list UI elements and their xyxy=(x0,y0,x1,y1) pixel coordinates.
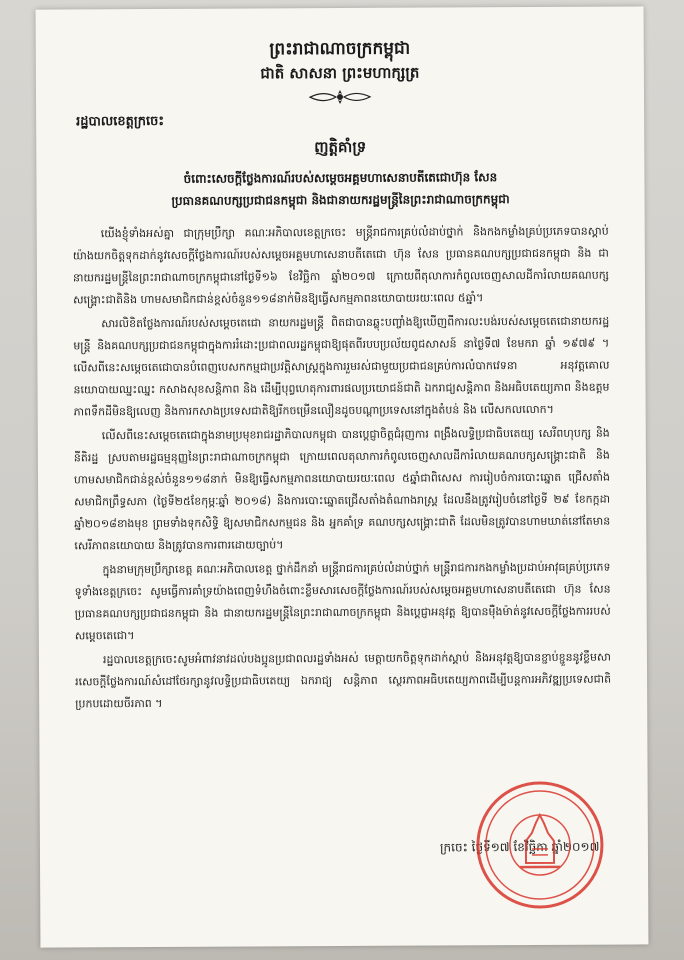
ornament-divider-icon xyxy=(308,88,372,106)
paragraph: លើសពីនេះសម្តេចតេជោក្នុងនាមប្រមុខរាជរដ្ឋាភិបាលកម្ពុជា បានប្តេជ្ញាចិត្តជំរុញការ ពង្រឹងលទ្ធិប្រជាធិបតេយ្យ សេរីពហុបក្ស និង នីតិរដ្ឋ ស្របតាមរដ្ឋធម្មនុញ្ញនៃព្រះរាជាណាចក្រកម្ពុជា ក្រោយពេលតុលាការកំពូលចេញសាលដីការំលាយគណបក្សសង្គ្រោះជាតិ និង ហាមសមាជិកជាន់ខ្ពស់ចំនួន១១៨នាក់ មិនឱ្យធ្វើសកម្មភាពនយោបាយរយៈពេល ៥ឆ្នាំជាពិសេស ការរៀបចំការបោះឆ្នោត ជ្រើសតាំងសមាជិកព្រឹទ្ធសភា (ថ្ងៃទី២៥ខែកុម្ភៈឆ្នាំ ២០១៨) និងការបោះឆ្នោតជ្រើសតាំងតំណាងរាស្ត្រ ដែលនឹងត្រូវរៀបចំនៅថ្ងៃទី ២៩ ខែកក្កដា ឆ្នាំ២០១៨ខាងមុខ ព្រមទាំងទុកសិទ្ធិ ឱ្យសមាជិកសកម្មជន និង អ្នកគាំទ្រ គណបក្សសង្គ្រោះជាតិ ដែលមិនត្រូវបានហាមឃាត់នៅតែមានសេរីភាពនយោបាយ និងត្រូវបានការពារដោយច្បាប់។ xyxy=(73,426,611,553)
document-body xyxy=(73,221,612,764)
subtitle-line-2: ប្រធានគណបក្សប្រជាជនកម្ពុជា និងជានាយករដ្ឋមន្ត្រីនៃព្រះរាជាណាចក្រកម្ពុជា xyxy=(171,192,510,208)
subtitle-line-1: ចំពោះសេចក្តីថ្លែងការណ៍របស់សម្តេចអគ្គមហាសេនាបតីតេជោហ៊ុន សែន xyxy=(183,170,498,186)
paper-sheet xyxy=(36,6,649,947)
paragraph: ក្នុងនាមក្រុមប្រឹក្សាខេត្ត គណៈអភិបាលខេត្ត ថ្នាក់ដឹកនាំ មន្ត្រីរាជការគ្រប់លំដាប់ថ្នាក់ មន្ត្រីរាជការកងកម្លាំងប្រដាប់អាវុធគ្រប់ប្រភេទទូទាំងខេត្តក្រចេះ សូមធ្វើការគាំទ្រយ៉ាងពេញទំហឹងចំពោះខ្លឹមសារសេចក្តីថ្លែងការណ៍របស់សម្តេចអគ្គមហាសេនាបតីតេជោ ហ៊ុន សែន ប្រធានគណបក្សប្រជាជនកម្ពុជា និង ជានាយករដ្ឋមន្ត្រីនៃព្រះរាជាណាចក្រកម្ពុជា និងប្តេជ្ញាអនុវត្ត ឱ្យបានម៉ឺងម៉ាត់នូវសេចក្តីថ្លែងការរបស់សម្តេចតេជោ។ xyxy=(74,560,611,643)
paragraph: យើងខ្ញុំទាំងអស់គ្នា ជាក្រុមប្រឹក្សា គណៈអភិបាលខេត្តក្រចេះ មន្ត្រីរាជការគ្រប់លំដាប់ថ្នាក់ និងកងកម្លាំងគ្រប់ប្រភេទបានស្តាប់យ៉ាងយកចិត្តទុកដាក់នូវសេចក្តីថ្លែងការណ៍របស់សម្តេចអគ្គមហាសេនាបតីតេជោ ហ៊ុន សែន ប្រធានគណបក្សប្រជាជនកម្ពុជា និង ជានាយករដ្ឋមន្ត្រីនៃព្រះរាជាណាចក្រកម្ពុជានៅថ្ងៃទី១៦ ខែវិច្ឆិកា ឆ្នាំ២០១៧ ក្រោយពីតុលាការកំពូលចេញសាលដីការំលាយគណបក្សសង្គ្រោះជាតិនិង ហាមសមាជិកជាន់ខ្ពស់ចំនួន១១៨នាក់មិនឱ្យធ្វើសកម្មភាពនយោបាយរយៈពេល ៥ឆ្នាំ។ xyxy=(72,224,609,307)
kingdom-heading: ព្រះរាជាណាចក្រកម្ពុជា xyxy=(269,38,411,60)
paragraph: រដ្ឋបាលខេត្តក្រចេះសូមអំពាវនាវដល់បងប្អូនប្រជាពលរដ្ឋទាំងអស់ មេត្តាយកចិត្តទុកដាក់ស្តាប់ និងអនុវត្តឱ្យបានខ្ជាប់ខ្ជួននូវខ្លឹមសារសេចក្តីថ្លែងការណ៍សំដៅថែរក្សានូវលទ្ធិប្រជាធិបតេយ្យ ឯករាជ្យ សន្តិភាព ស្ថេរភាពអធិបតេយ្យភាពដើម្បីបន្តការអភិវឌ្ឍប្រទេសជាតិប្រកបដោយចីរភាព ។ xyxy=(75,650,612,711)
official-seal-stamp xyxy=(474,779,607,912)
issuing-authority: រដ្ឋបាលខេត្តក្រចេះ xyxy=(76,113,165,130)
national-motto: ជាតិ សាសនា ព្រះមហាក្សត្រ xyxy=(260,63,420,83)
document-title: ញត្តិគាំទ្រ xyxy=(314,137,367,157)
paragraph: សារលិខិតថ្លែងការណ៍របស់សម្តេចតេជោ នាយករដ្ឋមន្ត្រី ពិតជាបានឆ្លុះបញ្ចាំងឱ្យឃើញពីការលះបង់របស់សម្តេចតេជោនាយករដ្ឋមន្ត្រី និងគណបក្សប្រជាជនកម្ពុជាក្នុងការរំដោះប្រជាពលរដ្ឋកម្ពុជាឱ្យផុតពីរបបប្រល័យពូជសាសន៍ នាថ្ងៃទី៧ ខែមករា ឆ្នាំ ១៩៧៩ ។លើសពីនេះសម្តេចតេជោបានបំពេញបេសកកម្មជាប្រវត្តិសាស្ត្រក្នុងការរួមរស់ជាមួយប្រជាជនគ្រប់ការលំបាកវេទនា អនុវត្តគោលនយោបាយឈ្នះឈ្នះ កសាងសុខសន្តិភាព និង ដើម្បីបុព្វហេតុការពារផលប្រយោជន៍ជាតិ ឯករាជ្យសន្តិភាព និងអធិបតេយ្យភាព និងឧត្តមភាពទឹកដីមិនឱ្យលេញ និងការកសាងប្រទេសជាតិឱ្យរីកចម្រើនលឿនដូចបណ្តាប្រទេសនៅក្នុងតំបន់ និង លើសកលលោក។ xyxy=(73,314,610,419)
date-line: ក្រចេះ ថ្ងៃទី១៧ ខែវិច្ឆិកា ឆ្នាំ២០១៧ xyxy=(439,839,600,855)
